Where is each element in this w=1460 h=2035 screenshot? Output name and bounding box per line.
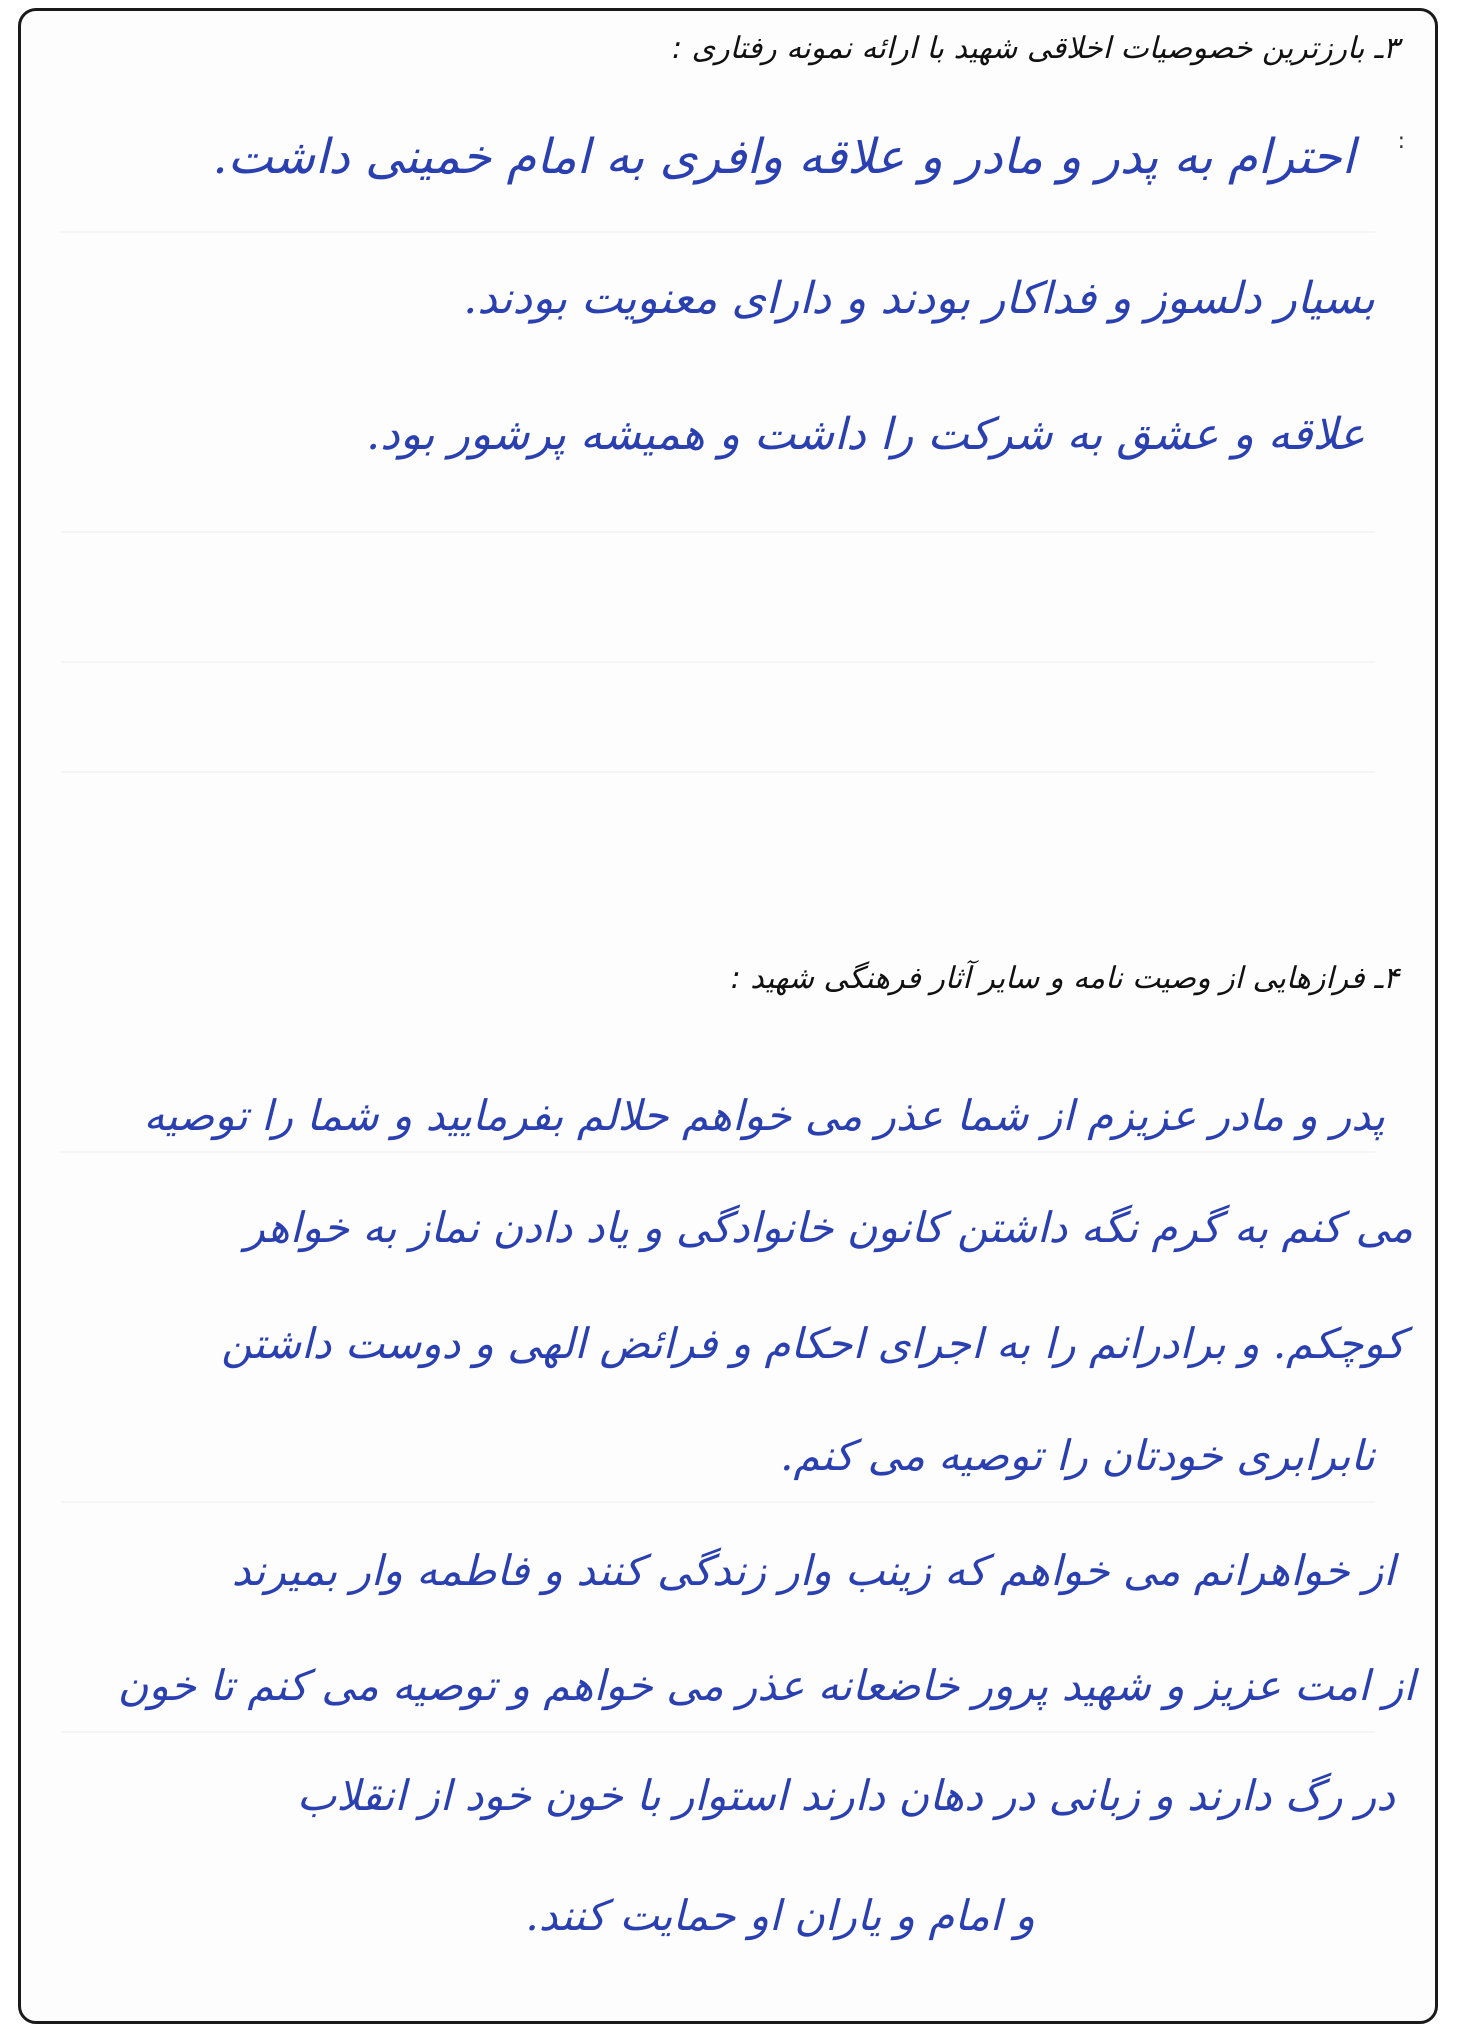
ink-bleed-line <box>61 1501 1375 1503</box>
section-4-heading: ۴ـ فرازهایی از وصیت نامه و سایر آثار فرهنگی شهید : <box>730 961 1399 996</box>
section-3-heading: ۳ـ بارزترین خصوصیات اخلاقی شهید با ارائه نمونه رفتاری : <box>672 31 1399 66</box>
handwritten-form-page <box>18 8 1438 2024</box>
ink-bleed-line <box>61 661 1375 663</box>
ink-bleed-line <box>61 1731 1375 1733</box>
section-4-line-8: و امام و یاران او حمایت کنند. <box>525 1891 1035 1940</box>
ink-bleed-line <box>61 771 1375 773</box>
ink-bleed-line <box>61 531 1375 533</box>
section-4-line-7: در رگ دارند و زبانی در دهان دارند استوار با خون خود از انقلاب <box>296 1771 1395 1820</box>
section-3-line-2: بسیار دلسوز و فداکار بودند و دارای معنویت بودند. <box>463 273 1375 324</box>
section-4-line-5: از خواهرانم می خواهم که زینب وار زندگی کنند و فاطمه وار بمیرند <box>231 1546 1395 1595</box>
colon-mark: : <box>1397 129 1405 154</box>
section-4-line-3: کوچکم. و برادرانم را به اجرای احکام و فرائض الهی و دوست داشتن <box>221 1319 1405 1368</box>
ink-bleed-line <box>61 1151 1375 1153</box>
section-3-line-1: احترام به پدر و مادر و علاقه وافری به امام خمینی داشت. <box>212 129 1355 185</box>
section-4-line-6: از امت عزیز و شهید پرور خاضعانه عذر می خواهم و توصیه می کنم تا خون <box>117 1661 1415 1710</box>
section-4-line-2: می کنم به گرم نگه داشتن کانون خانوادگی و یاد دادن نماز به خواهر <box>244 1203 1413 1252</box>
section-4-line-4: نابرابری خودتان را توصیه می کنم. <box>780 1431 1375 1480</box>
section-4-line-1: پدر و مادر عزیزم از شما عذر می خواهم حلالم بفرمایید و شما را توصیه <box>143 1091 1385 1140</box>
ink-bleed-line <box>61 231 1375 233</box>
section-3-line-3: علاقه و عشق به شرکت را داشت و همیشه پرشور بود. <box>366 409 1365 460</box>
